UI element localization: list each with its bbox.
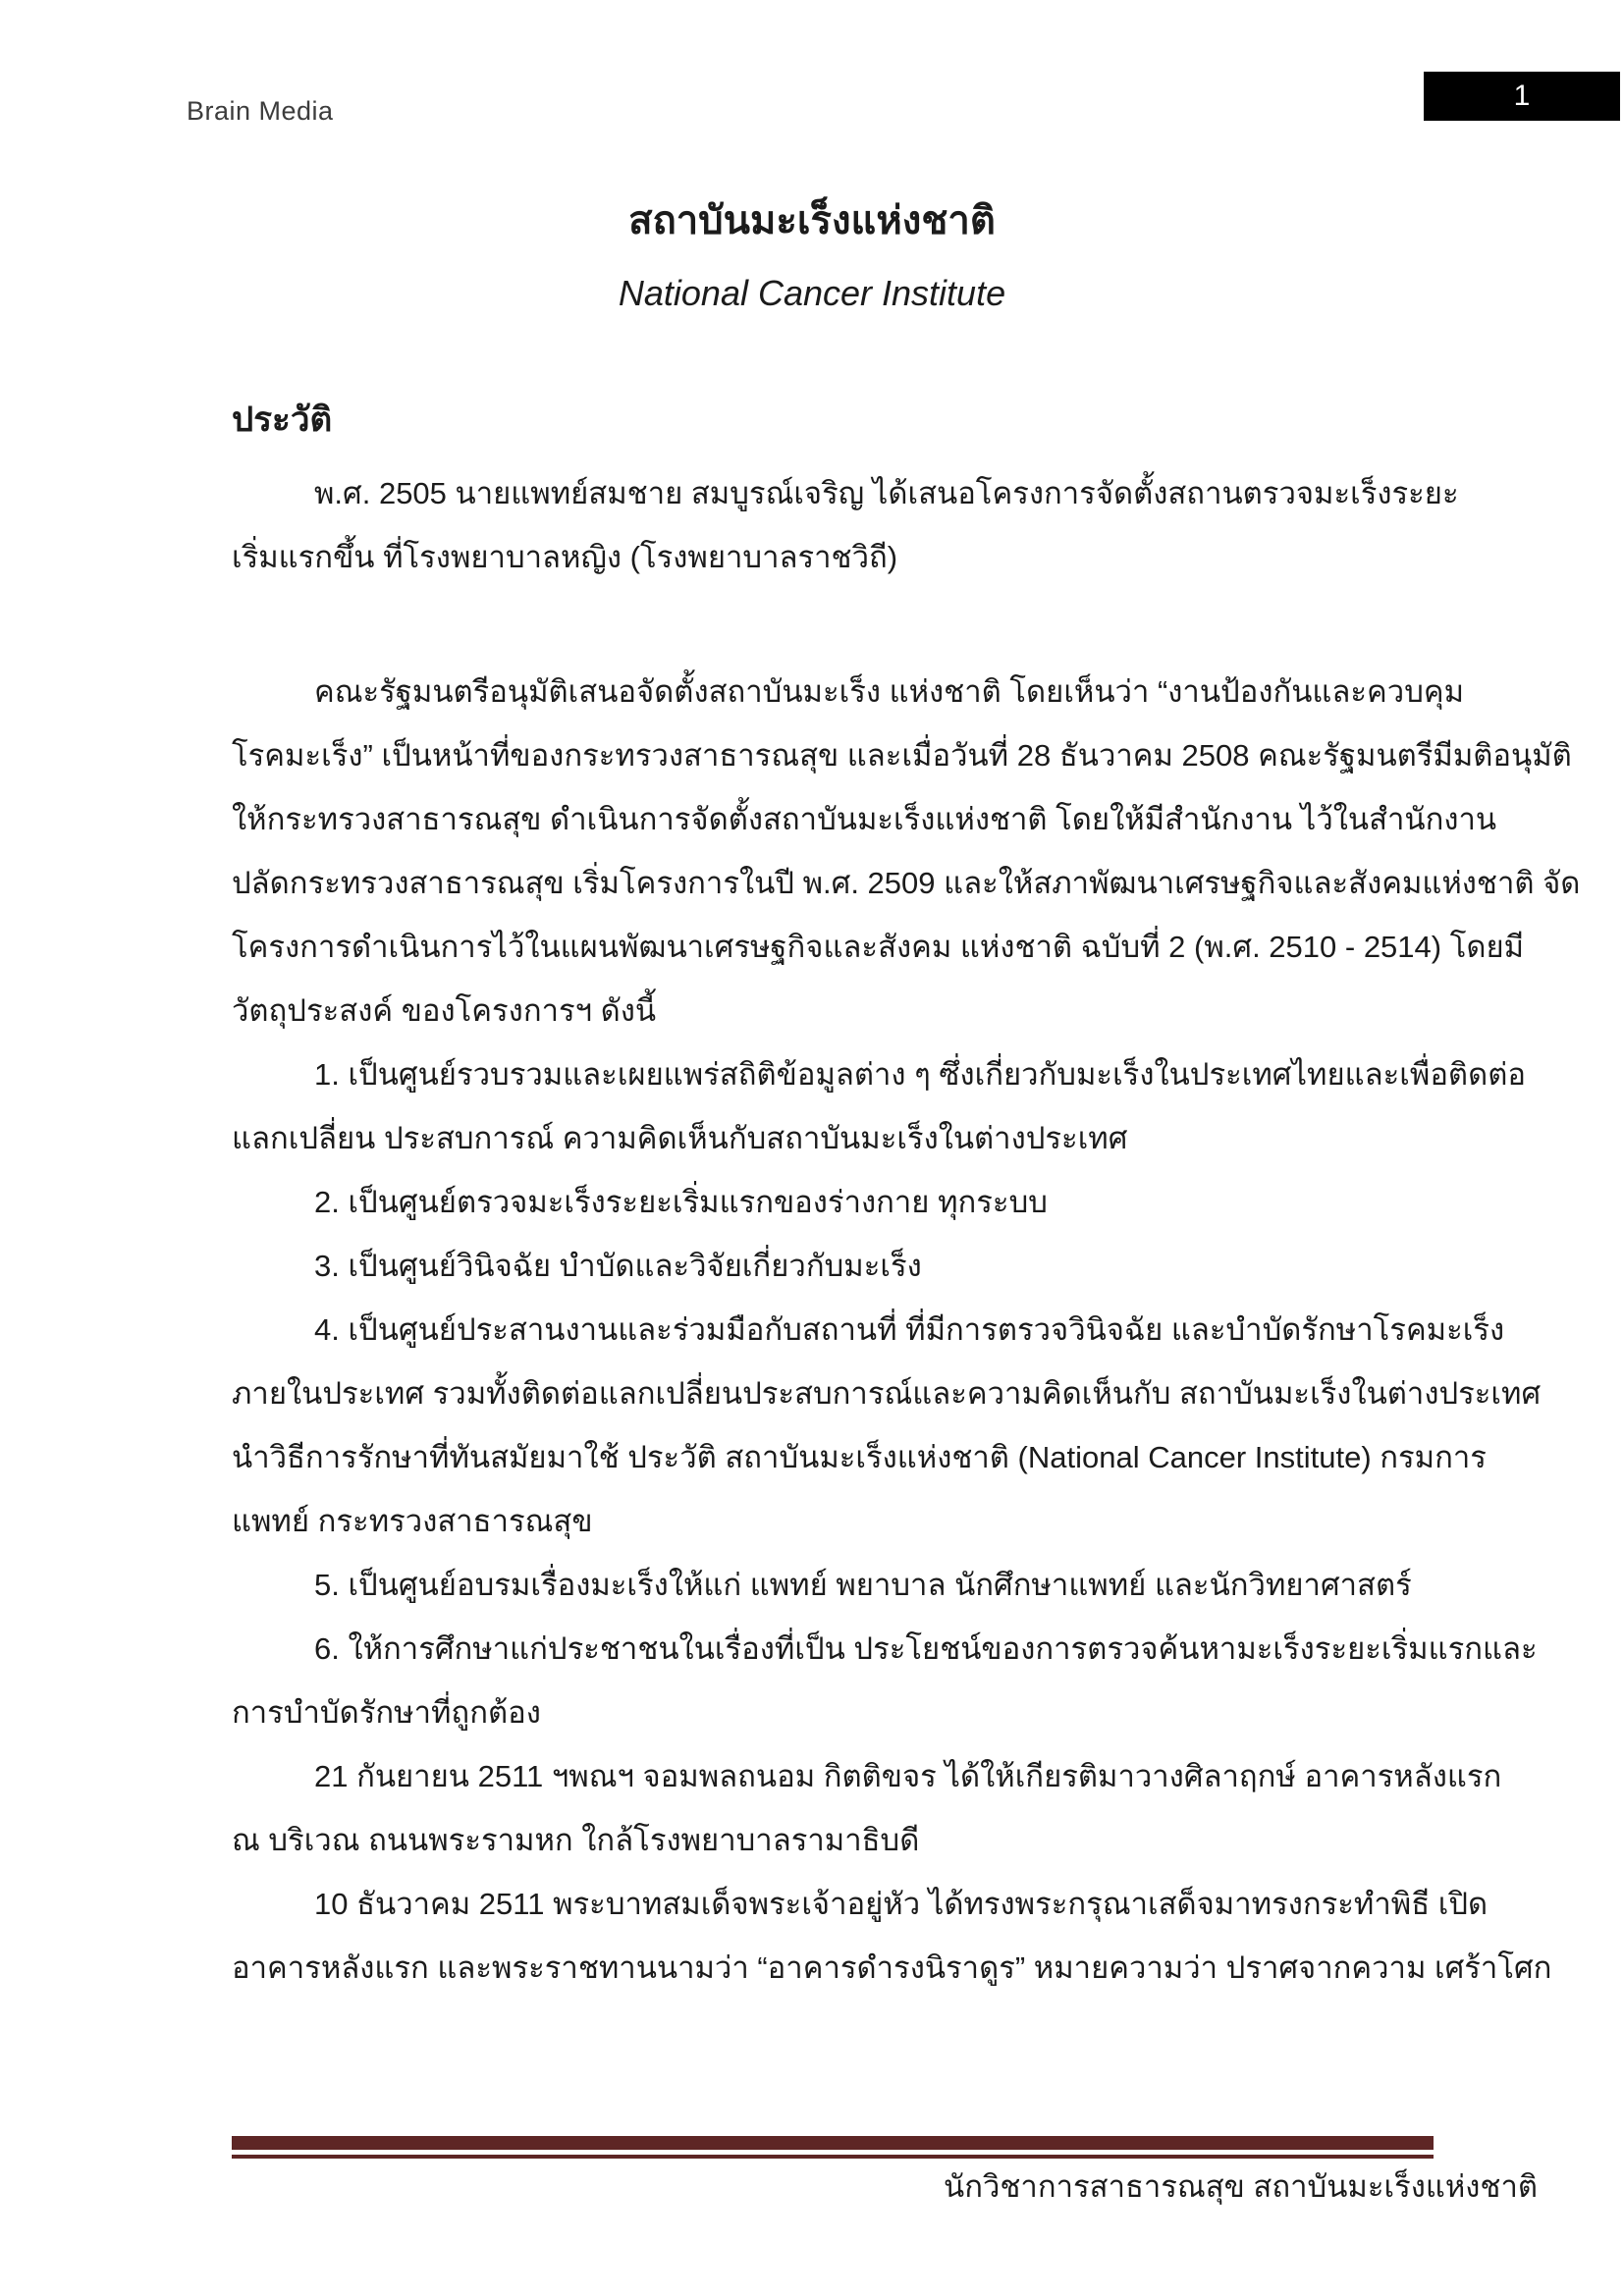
body-line: 21 กันยายน 2511 ฯพณฯ จอมพลถนอม กิตติขจร ได้ให้เกียรติมาวางศิลาฤกษ์ อาคารหลังแรก (314, 1759, 1502, 1793)
body-line: 3. เป็นศูนย์วินิจฉัย บำบัดและวิจัยเกี่ยวกับมะเร็ง (314, 1249, 922, 1283)
paragraph (232, 1234, 1508, 1298)
body-line: โรคมะเร็ง” เป็นหน้าที่ของกระทรวงสาธารณสุข และเมื่อวันที่ 28 ธันวาคม 2508 คณะรัฐมนตรีมีมติอนุมัติ (232, 738, 1572, 773)
paragraph (232, 660, 1581, 1042)
body-line: 1. เป็นศูนย์รวบรวมและเผยแพร่สถิติข้อมูลต่าง ๆ ซึ่งเกี่ยวกับมะเร็งในประเทศไทยและเพื่อติดต่อ (314, 1057, 1526, 1092)
paragraph (232, 1170, 1508, 1234)
body-line: การบำบัดรักษาที่ถูกต้อง (232, 1695, 541, 1730)
document-body (232, 395, 1581, 2000)
paragraph (232, 1744, 1508, 1872)
body-line: โครงการดำเนินการไว้ในแผนพัฒนาเศรษฐกิจและสังคม แห่งชาติ ฉบับที่ 2 (พ.ศ. 2510 - 2514) โดยมี (232, 930, 1525, 964)
paragraph (232, 1872, 1552, 2000)
body-line: ให้กระทรวงสาธารณสุข ดำเนินการจัดตั้งสถาบันมะเร็งแห่งชาติ โดยให้มีสำนักงาน ไว้ในสำนักงาน (232, 802, 1497, 836)
paragraph (232, 1553, 1508, 1617)
body-line: 10 ธันวาคม 2511 พระบาทสมเด็จพระเจ้าอยู่หัว ได้ทรงพระกรุณาเสด็จมาทรงกระทำพิธี เปิด (314, 1887, 1489, 1921)
body-line: พ.ศ. 2505 นายแพทย์สมชาย สมบูรณ์เจริญ ได้เสนอโครงการจัดตั้งสถานตรวจมะเร็งระยะ (314, 476, 1459, 510)
body-line: นำวิธีการรักษาที่ทันสมัยมาใช้ ประวัติ สถาบันมะเร็งแห่งชาติ (National Cancer Institute) กรมการ (232, 1440, 1487, 1474)
paragraph (232, 1042, 1526, 1170)
body-line: 5. เป็นศูนย์อบรมเรื่องมะเร็งให้แก่ แพทย์ พยาบาล นักศึกษาแพทย์ และนักวิทยาศาสตร์ (314, 1568, 1412, 1602)
body-line: แลกเปลี่ยน ประสบการณ์ ความคิดเห็นกับสถาบันมะเร็งในต่างประเทศ (232, 1121, 1128, 1155)
footer-divider-thick-line (232, 2136, 1434, 2150)
page-number-box (1424, 72, 1620, 121)
body-line: อาคารหลังแรก และพระราชทานนามว่า “อาคารดำรงนิราดูร” หมายความว่า ปราศจากความ เศร้าโศก (232, 1950, 1552, 1985)
body-line: วัตถุประสงค์ ของโครงการฯ ดังนี้ (232, 993, 657, 1028)
page-number: 1 (1513, 80, 1531, 112)
header-brand: Brain Media (187, 96, 334, 126)
footer-divider-bar (232, 2136, 1434, 2159)
body-line: 2. เป็นศูนย์ตรวจมะเร็งระยะเริ่มแรกของร่างกาย ทุกระบบ (314, 1185, 1048, 1219)
document-title-thai: สถาบันมะเร็งแห่งชาติ (628, 199, 996, 242)
body-line: ภายในประเทศ รวมทั้งติดต่อแลกเปลี่ยนประสบการณ์และความคิดเห็นกับ สถาบันมะเร็งในต่างประเทศ (232, 1376, 1542, 1411)
body-line: เริ่มแรกขึ้น ที่โรงพยาบาลหญิง (โรงพยาบาลราชวิถี) (232, 540, 898, 574)
paragraph (232, 1298, 1542, 1553)
document-title-english: National Cancer Institute (618, 273, 1006, 313)
paragraph (232, 461, 1508, 589)
section-heading: ประวัติ (232, 400, 333, 439)
body-line: คณะรัฐมนตรีอนุมัติเสนอจัดตั้งสถาบันมะเร็ง แห่งชาติ โดยเห็นว่า “งานป้องกันและควบคุม (314, 674, 1465, 709)
body-line: 4. เป็นศูนย์ประสานงานและร่วมมือกับสถานที่ ที่มีการตรวจวินิจฉัย และบำบัดรักษาโรคมะเร็ง (314, 1312, 1505, 1347)
body-paragraphs (232, 461, 1581, 2000)
footer-divider-thin-line (232, 2155, 1434, 2159)
paragraph (232, 1617, 1538, 1744)
body-line: 6. ให้การศึกษาแก่ประชาชนในเรื่องที่เป็น ประโยชน์ของการตรวจค้นหามะเร็งระยะเริ่มแรกและ (314, 1631, 1538, 1666)
body-line: แพทย์ กระทรวงสาธารณสุข (232, 1504, 593, 1538)
body-line: ณ บริเวณ ถนนพระรามหก ใกล้โรงพยาบาลรามาธิบดี (232, 1823, 920, 1857)
footer-text: นักวิชาการสาธารณสุข สถาบันมะเร็งแห่งชาติ (944, 2169, 1538, 2204)
body-line: ปลัดกระทรวงสาธารณสุข เริ่มโครงการในปี พ.ศ. 2509 และให้สภาพัฒนาเศรษฐกิจและสังคมแห่งชาติ จัด (232, 866, 1581, 900)
